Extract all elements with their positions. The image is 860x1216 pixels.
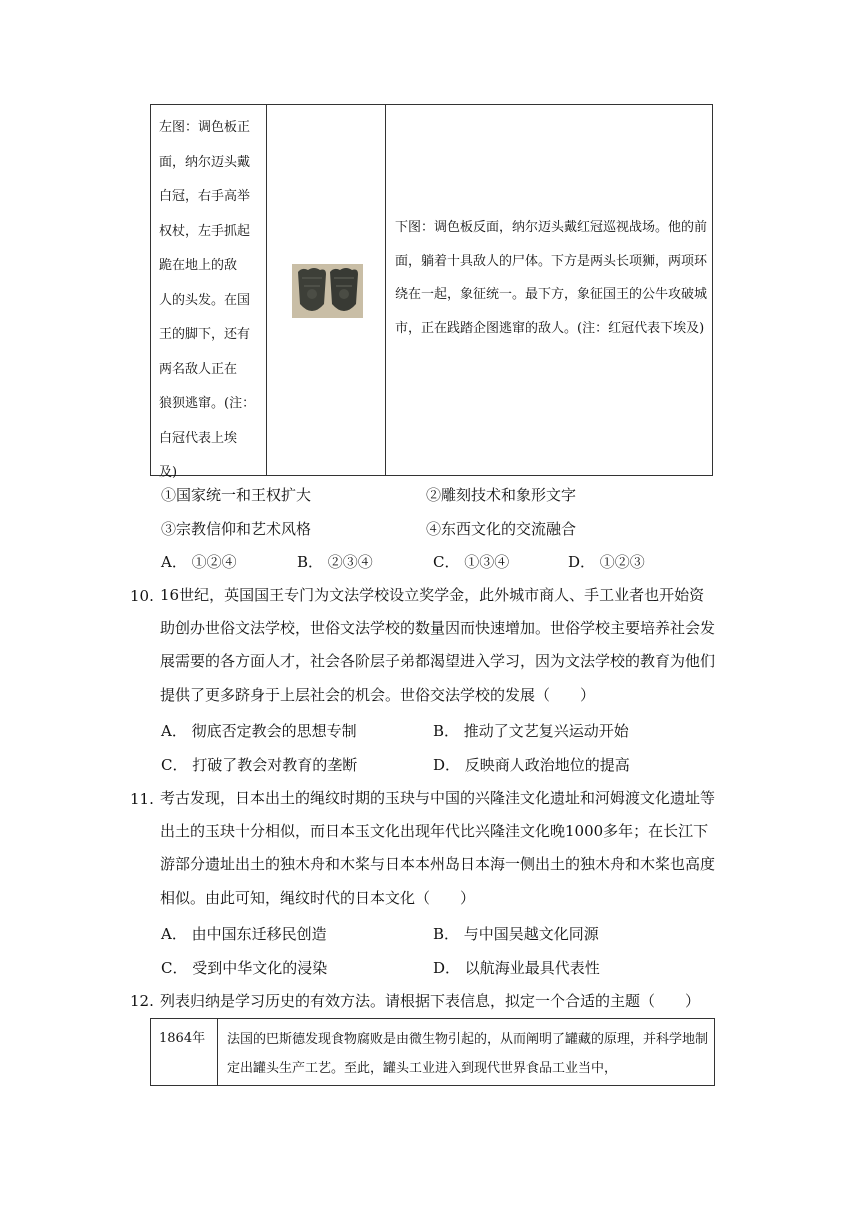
q9-choice-a: A． ①②④: [161, 553, 237, 571]
q12-number: 12.: [130, 992, 154, 1010]
q12-year: 1864年: [159, 1031, 206, 1046]
q9-option-1: ①国家统一和王权扩大: [161, 486, 312, 504]
q10-number: 10.: [130, 587, 154, 605]
q10-choice-c: C． 打破了教会对教育的垄断: [161, 756, 358, 774]
q11-number: 11.: [130, 790, 154, 808]
table-divider: [266, 105, 267, 475]
right-caption: 下图：调色板反面，纳尔迈头戴红冠巡视战场。他的前面，躺着十具敌人的尸体。下方是两头长项狮，两项环绕在一起，象征统一。最下方，象征国王的公牛攻破城市，正在践踏企图逃窜的敌人。(注：红冠代表下埃及): [395, 220, 708, 336]
q11-choice-d: D． 以航海业最具代表性: [433, 959, 600, 977]
q10-choice-d: D． 反映商人政治地位的提高: [433, 756, 630, 774]
q10-stem: 16世纪，英国国王专门为文法学校设立奖学金，此外城市商人、手工业者也开始资助创办世俗文法学校，世俗文法学校的数量因而快速增加。世俗学校主要培养社会发展需要的各方面人才，社会各阶层子弟都渴望进入学习，因为文法学校的教育为他们提供了更多跻身于上层社会的机会。世俗交法学校的发展（ ）: [160, 586, 716, 704]
q11-choice-b: B． 与中国吴越文化同源: [433, 925, 599, 943]
q10-choice-a: A． 彻底否定教会的思想专制: [161, 722, 357, 740]
left-caption: 左图：调色板正 面，纳尔迈头戴 白冠，右手高举 权杖，左手抓起 跪在地上的敌 人的头发。在国 王的脚下，还有 两名敌人正在 狼狈逃窜。(注： 白冠代表上埃 及): [159, 120, 256, 480]
table-divider: [217, 1019, 218, 1085]
q9-choice-b: B． ②③④: [297, 553, 373, 571]
q11-choice-a: A． 由中国东迁移民创造: [161, 925, 327, 943]
q9-option-3: ③宗教信仰和艺术风格: [161, 520, 312, 538]
table-divider: [385, 105, 386, 475]
narmer-palette-image: [292, 264, 363, 318]
q9-choice-c: C． ①③④: [433, 553, 510, 571]
q12-table: [150, 1018, 715, 1086]
q12-text: 法国的巴斯德发现食物腐败是由微生物引起的，从而阐明了罐藏的原理，并科学地制定出罐头生产工艺。至此，罐头工业进入到现代世界食品工业当中，: [227, 1032, 709, 1076]
q12-stem: 列表归纳是学习历史的有效方法。请根据下表信息，拟定一个合适的主题（ ）: [160, 992, 701, 1010]
q9-option-2: ②雕刻技术和象形文字: [426, 486, 577, 504]
material-table: [150, 104, 713, 480]
q10-choice-b: B． 推动了文艺复兴运动开始: [433, 722, 629, 740]
q9-option-4: ④东西文化的交流融合: [426, 520, 577, 538]
q11-choice-c: C． 受到中华文化的浸染: [161, 959, 328, 977]
q9-choice-d: D． ①②③: [568, 553, 645, 571]
q11-stem: 考古发现，日本出土的绳纹时期的玉玦与中国的兴隆洼文化遗址和河姆渡文化遗址等出土的玉玦十分相似，而日本玉文化出现年代比兴隆洼文化晚1000多年；在长江下游部分遗址出土的独木舟和木桨与日本本州岛日本海一侧出土的独木舟和木桨也高度相似。由此可知，绳纹时代的日本文化（ ）: [160, 789, 716, 907]
